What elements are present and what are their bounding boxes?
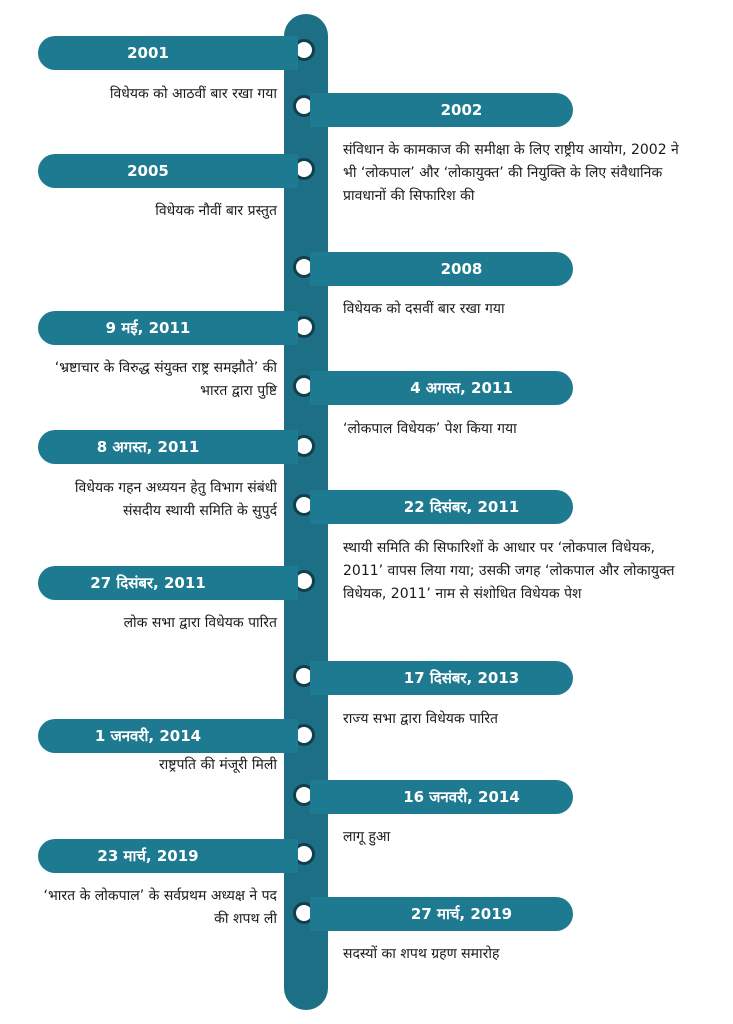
event-date-2014-jan-16: 16 जनवरी, 2014 (310, 780, 573, 814)
event-date-2019-mar-23: 23 मार्च, 2019 (38, 839, 298, 873)
event-text-2011-dec-27: लोक सभा द्वारा विधेयक पारित (123, 615, 277, 631)
event-text-2013-dec-17: राज्य सभा द्वारा विधेयक पारित (343, 711, 499, 727)
event-text-2019-mar-23: ‘भारत के लोकपाल’ के सर्वप्रथम अध्यक्ष ने पद की शपथ ली (43, 888, 277, 927)
event-text-2002: संविधान के कामकाज की समीक्षा के लिए राष्ट्रीय आयोग, 2002 ने भी ‘लोकपाल’ और ‘लोकायुक्त’ की नियुक्ति के लिए संवैधानिक प्रावधानों की सिफारिश की (343, 142, 679, 204)
event-date-2005: 2005 (38, 154, 298, 188)
event-text-2011-aug-4: ‘लोकपाल विधेयक’ पेश किया गया (343, 421, 517, 437)
event-text-2014-jan-16: लागू हुआ (343, 829, 391, 845)
event-text-2011-dec-22: स्थायी समिति की सिफारिशों के आधार पर ‘लोकपाल विधेयक, 2011’ वापस लिया गया; उसकी जगह ‘लोकपाल और लोकायुक्त विधेयक, 2011’ नाम से संशोधित विधेयक पेश (343, 540, 675, 602)
event-text-2008: विधेयक को दसवीं बार रखा गया (343, 301, 505, 317)
event-date-2008: 2008 (310, 252, 573, 286)
event-text-2014-jan-1: राष्ट्रपति की मंजूरी मिली (158, 757, 277, 773)
event-date-2011-dec-27: 27 दिसंबर, 2011 (38, 566, 298, 600)
event-date-2011-aug-8: 8 अगस्त, 2011 (38, 430, 298, 464)
event-date-2011-dec-22: 22 दिसंबर, 2011 (310, 490, 573, 524)
event-text-2011-may-9: ‘भ्रष्टाचार के विरुद्ध संयुक्त राष्ट्र समझौते’ की भारत द्वारा पुष्टि (54, 360, 277, 399)
event-date-2011-aug-4: 4 अगस्त, 2011 (310, 371, 573, 405)
event-text-2019-mar-27: सदस्यों का शपथ ग्रहण समारोह (343, 946, 500, 962)
event-date-2019-mar-27: 27 मार्च, 2019 (310, 897, 573, 931)
event-date-2001: 2001 (38, 36, 298, 70)
event-date-2002: 2002 (310, 93, 573, 127)
event-date-2013-dec-17: 17 दिसंबर, 2013 (310, 661, 573, 695)
event-date-2011-may-9: 9 मई, 2011 (38, 311, 298, 345)
event-text-2011-aug-8: विधेयक गहन अध्ययन हेतु विभाग संबंधी संसदीय स्थायी समिति के सुपुर्द (74, 480, 277, 519)
event-text-2005: विधेयक नौवीं बार प्रस्तुत (155, 203, 277, 219)
event-date-2014-jan-1: 1 जनवरी, 2014 (38, 719, 298, 753)
event-text-2001: विधेयक को आठवीं बार रखा गया (109, 86, 277, 102)
